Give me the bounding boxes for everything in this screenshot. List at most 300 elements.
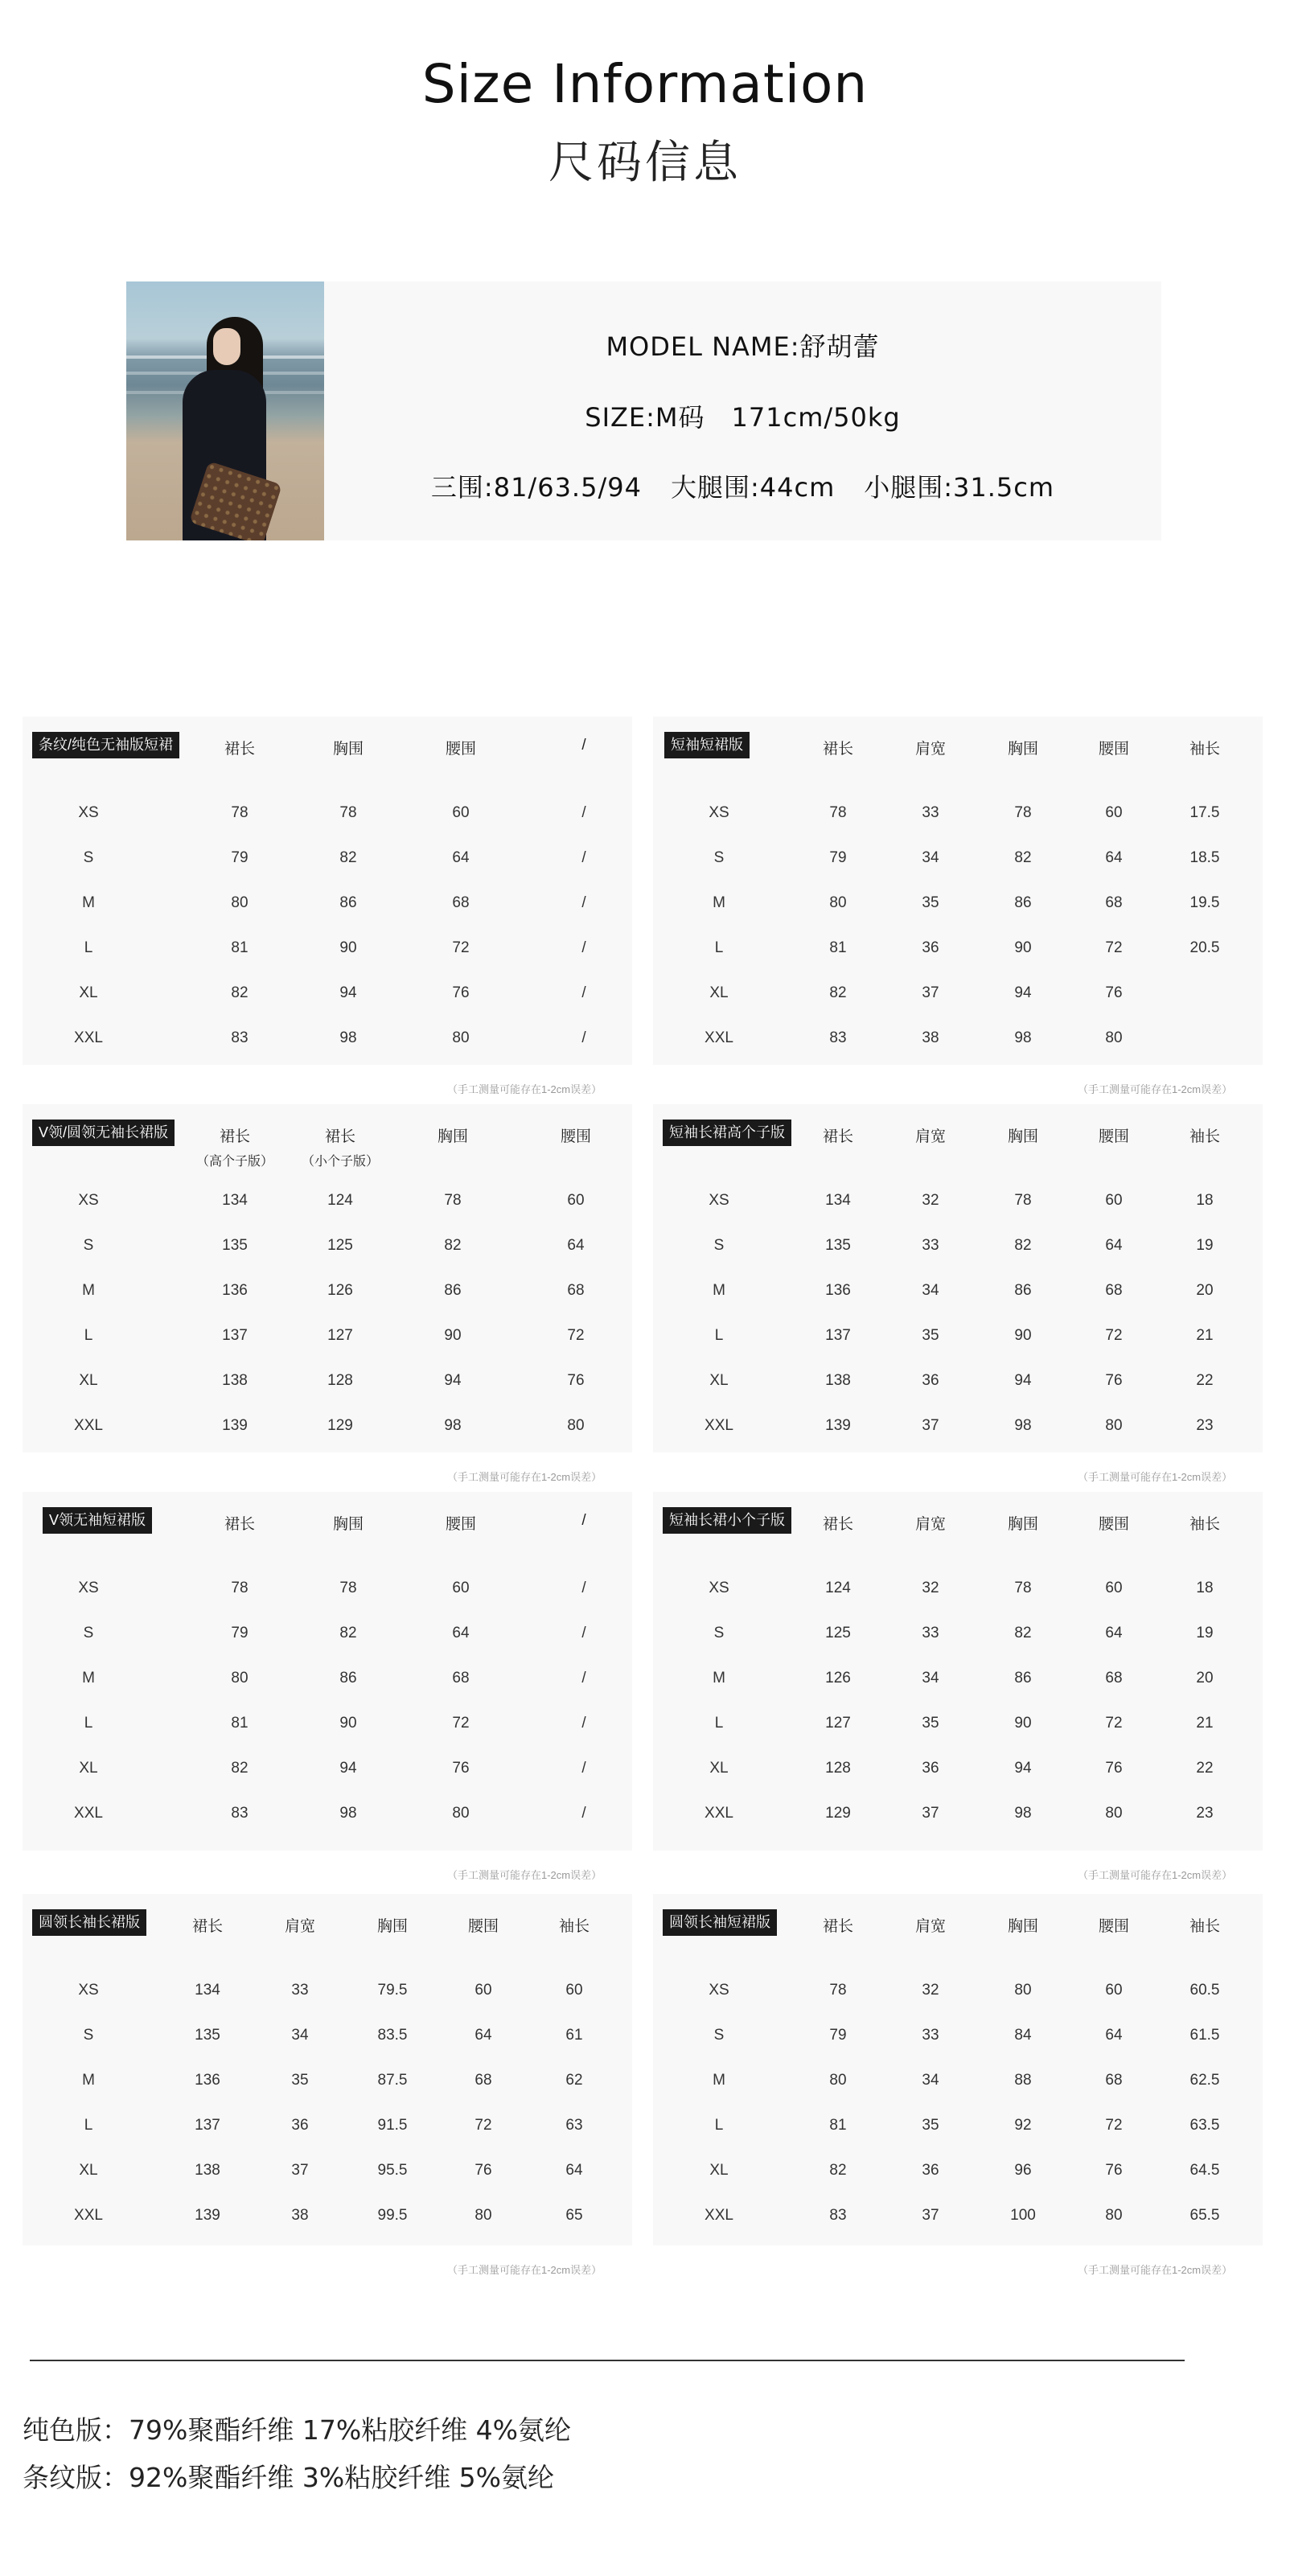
column-header: 肩宽 xyxy=(914,1128,947,1145)
size-value: 68 xyxy=(567,1282,585,1299)
size-value: 86 xyxy=(1014,1670,1032,1687)
size-value: 135 xyxy=(222,1237,248,1254)
measurement-note: （手工测量可能存在1-2cm误差） xyxy=(447,1869,602,1881)
size-value: 98 xyxy=(339,1805,357,1822)
size-value: 60 xyxy=(565,1982,583,1999)
size-chart xyxy=(653,1492,1263,1851)
size-value: 78 xyxy=(1014,1192,1032,1209)
size-value: 79 xyxy=(231,1625,249,1641)
size-value: / xyxy=(581,984,586,1001)
size-value: 65.5 xyxy=(1189,2207,1220,2224)
size-label: XXL xyxy=(705,1805,733,1822)
size-value: 136 xyxy=(222,1282,248,1299)
column-header: 袖长 xyxy=(1189,1918,1221,1935)
size-value: 139 xyxy=(195,2207,220,2224)
size-label: S xyxy=(713,1625,725,1641)
column-header: 裙长 xyxy=(191,1918,224,1935)
size-value: / xyxy=(581,939,586,956)
column-header: 腰围 xyxy=(1098,741,1130,758)
size-value: 80 xyxy=(231,1670,249,1687)
size-value: 98 xyxy=(339,1029,357,1046)
size-value: 60 xyxy=(1105,1580,1123,1596)
size-label: XL xyxy=(709,984,729,1001)
size-value: 36 xyxy=(922,2162,939,2179)
column-header: 胸围 xyxy=(1007,1128,1039,1145)
size-value: 137 xyxy=(195,2117,220,2134)
size-value: 98 xyxy=(1014,1417,1032,1434)
size-value: 33 xyxy=(291,1982,309,1999)
size-value: 95.5 xyxy=(377,2162,408,2179)
size-value: 87.5 xyxy=(377,2072,408,2089)
size-value: 128 xyxy=(825,1760,851,1777)
size-value: 23 xyxy=(1196,1805,1214,1822)
size-label: M xyxy=(713,1670,725,1687)
size-label: M xyxy=(82,1670,95,1687)
size-chart-label: 短袖长裙高个子版 xyxy=(663,1120,791,1146)
size-value: 80 xyxy=(1105,1417,1123,1434)
size-value: 90 xyxy=(1014,939,1032,956)
model-size: SIZE:M码 171cm/50kg xyxy=(585,402,901,433)
size-value: 82 xyxy=(1014,1237,1032,1254)
size-value: 64 xyxy=(565,2162,583,2179)
column-header: / xyxy=(581,1512,586,1529)
size-label: L xyxy=(714,939,724,956)
size-value: 68 xyxy=(452,894,470,911)
size-label: XS xyxy=(78,1982,99,1999)
size-value: 34 xyxy=(922,2072,939,2089)
size-value: 80 xyxy=(1105,2207,1123,2224)
column-header: 胸围 xyxy=(332,1516,364,1533)
size-label: XXL xyxy=(74,1029,103,1046)
size-label: S xyxy=(713,849,725,866)
size-label: XL xyxy=(79,1760,98,1777)
size-chart-label: 短袖长裙小个子版 xyxy=(663,1507,791,1534)
size-value: 78 xyxy=(231,804,249,821)
measurement-note: （手工测量可能存在1-2cm误差） xyxy=(447,2264,602,2276)
column-header: 肩宽 xyxy=(914,1918,947,1935)
size-value: 68 xyxy=(1105,894,1123,911)
size-label: L xyxy=(84,2117,93,2134)
size-value: 64.5 xyxy=(1189,2162,1220,2179)
size-value: 78 xyxy=(339,804,357,821)
size-value: 83 xyxy=(231,1029,249,1046)
size-value: 90 xyxy=(1014,1327,1032,1344)
size-value: 36 xyxy=(922,1372,939,1389)
size-value: 80 xyxy=(829,894,847,911)
size-value: 20.5 xyxy=(1189,939,1220,956)
column-header: 肩宽 xyxy=(914,1516,947,1533)
size-label: L xyxy=(84,939,93,956)
size-value: 35 xyxy=(291,2072,309,2089)
size-value: 136 xyxy=(825,1282,851,1299)
size-label: XXL xyxy=(705,2207,733,2224)
size-chart-label: V领无袖短裙版 xyxy=(43,1507,152,1534)
size-label: XS xyxy=(78,1580,99,1596)
size-chart xyxy=(23,1104,632,1452)
size-value: 20 xyxy=(1196,1282,1214,1299)
size-value: 80 xyxy=(231,894,249,911)
size-value: 35 xyxy=(922,1715,939,1732)
model-photo xyxy=(126,281,324,540)
size-value: 78 xyxy=(339,1580,357,1596)
size-value: 86 xyxy=(339,1670,357,1687)
column-header: 腰围 xyxy=(560,1128,592,1145)
size-value: 80 xyxy=(452,1029,470,1046)
size-value: 126 xyxy=(327,1282,353,1299)
size-value: 94 xyxy=(444,1372,462,1389)
column-header: 胸围 xyxy=(1007,1516,1039,1533)
size-value: 94 xyxy=(1014,1372,1032,1389)
size-value: 76 xyxy=(567,1372,585,1389)
size-value: 63.5 xyxy=(1189,2117,1220,2134)
page-title-en: Size Information xyxy=(421,53,869,115)
size-value: 64 xyxy=(1105,1625,1123,1641)
size-label: XS xyxy=(709,1982,729,1999)
size-value: 72 xyxy=(567,1327,585,1344)
size-value: 72 xyxy=(1105,939,1123,956)
size-value: 82 xyxy=(444,1237,462,1254)
size-value: 139 xyxy=(825,1417,851,1434)
size-value: 126 xyxy=(825,1670,851,1687)
size-value: 81 xyxy=(231,1715,249,1732)
size-value: 60 xyxy=(1105,804,1123,821)
column-header: 裙长 xyxy=(822,1128,854,1145)
column-header: 袖长 xyxy=(558,1918,590,1935)
size-value: / xyxy=(581,1029,586,1046)
size-value: 134 xyxy=(195,1982,220,1999)
size-chart-label: 短袖短裙版 xyxy=(664,732,750,758)
size-value: 62 xyxy=(565,2072,583,2089)
size-value: 129 xyxy=(327,1417,353,1434)
column-header: 袖长 xyxy=(1189,741,1221,758)
size-value: 68 xyxy=(1105,1670,1123,1687)
column-header: 腰围 xyxy=(467,1918,499,1935)
size-value: 82 xyxy=(829,2162,847,2179)
size-value: 98 xyxy=(444,1417,462,1434)
size-value: 80 xyxy=(567,1417,585,1434)
size-value: 76 xyxy=(452,1760,470,1777)
column-header: 胸围 xyxy=(1007,741,1039,758)
size-label: XXL xyxy=(705,1029,733,1046)
size-value: 72 xyxy=(452,939,470,956)
size-value: 92 xyxy=(1014,2117,1032,2134)
size-value: 79.5 xyxy=(377,1982,408,1999)
size-value: 134 xyxy=(825,1192,851,1209)
size-value: 134 xyxy=(222,1192,248,1209)
column-header: 腰围 xyxy=(1098,1128,1130,1145)
size-value: 60 xyxy=(567,1192,585,1209)
size-label: L xyxy=(714,1327,724,1344)
size-label: XXL xyxy=(74,1805,103,1822)
column-header: 腰围 xyxy=(1098,1918,1130,1935)
size-value: 80 xyxy=(475,2207,492,2224)
measurement-note: （手工测量可能存在1-2cm误差） xyxy=(1078,1083,1233,1095)
column-header: 袖长 xyxy=(1189,1128,1221,1145)
size-value: 137 xyxy=(825,1327,851,1344)
size-value: 86 xyxy=(1014,894,1032,911)
size-value: 76 xyxy=(475,2162,492,2179)
size-value: 83 xyxy=(829,2207,847,2224)
size-chart xyxy=(653,1104,1263,1452)
size-value: 82 xyxy=(339,849,357,866)
size-value: / xyxy=(581,1805,586,1822)
size-value: / xyxy=(581,1715,586,1732)
size-value: 72 xyxy=(475,2117,492,2134)
size-label: M xyxy=(713,894,725,911)
size-value: 86 xyxy=(339,894,357,911)
size-value: 128 xyxy=(327,1372,353,1389)
size-value: 68 xyxy=(1105,2072,1123,2089)
size-value: 137 xyxy=(222,1327,248,1344)
size-chart xyxy=(23,1894,632,2245)
size-label: XL xyxy=(79,984,98,1001)
size-value: 79 xyxy=(231,849,249,866)
size-value: 33 xyxy=(922,1237,939,1254)
model-details xyxy=(324,281,1161,540)
size-value: 37 xyxy=(922,984,939,1001)
size-value: / xyxy=(581,1625,586,1641)
size-chart-label: 条纹/纯色无袖版短裙 xyxy=(32,732,179,758)
size-value: / xyxy=(581,1580,586,1596)
size-value: 124 xyxy=(825,1580,851,1596)
size-value: 94 xyxy=(339,1760,357,1777)
column-header: 裙长 xyxy=(822,1516,854,1533)
size-label: XL xyxy=(709,1760,729,1777)
size-value: 64 xyxy=(1105,1237,1123,1254)
size-value: 60 xyxy=(452,804,470,821)
size-value: 21 xyxy=(1196,1327,1214,1344)
size-value: 64 xyxy=(567,1237,585,1254)
size-value: 72 xyxy=(1105,2117,1123,2134)
size-value: 63 xyxy=(565,2117,583,2134)
size-value: 19.5 xyxy=(1189,894,1220,911)
model-bust-waist-hip: 三围:81/63.5/94 xyxy=(430,472,642,503)
size-label: S xyxy=(713,2027,725,2044)
size-value: 22 xyxy=(1196,1372,1214,1389)
size-value: / xyxy=(581,1760,586,1777)
size-label: L xyxy=(84,1715,93,1732)
size-label: XS xyxy=(709,804,729,821)
size-value: 33 xyxy=(922,2027,939,2044)
size-value: 90 xyxy=(339,1715,357,1732)
size-value: 82 xyxy=(231,984,249,1001)
size-value: 32 xyxy=(922,1580,939,1596)
size-value: 76 xyxy=(452,984,470,1001)
column-header: 裙长 （小个子版） xyxy=(301,1128,380,1169)
size-value: 64 xyxy=(452,1625,470,1641)
measurement-note: （手工测量可能存在1-2cm误差） xyxy=(447,1471,602,1483)
size-value: 68 xyxy=(1105,1282,1123,1299)
size-label: XS xyxy=(78,804,99,821)
size-value: 22 xyxy=(1196,1760,1214,1777)
size-value: 64 xyxy=(475,2027,492,2044)
column-subheader: （小个子版） xyxy=(301,1155,380,1169)
size-value: 36 xyxy=(291,2117,309,2134)
size-value: 18 xyxy=(1196,1580,1214,1596)
size-label: L xyxy=(84,1327,93,1344)
size-value: 38 xyxy=(922,1029,939,1046)
size-value: 127 xyxy=(825,1715,851,1732)
size-value: 84 xyxy=(1014,2027,1032,2044)
size-value: 125 xyxy=(825,1625,851,1641)
measurement-note: （手工测量可能存在1-2cm误差） xyxy=(1078,2264,1233,2276)
size-value: 90 xyxy=(339,939,357,956)
size-value: 98 xyxy=(1014,1805,1032,1822)
size-label: XXL xyxy=(74,1417,103,1434)
size-label: XS xyxy=(709,1580,729,1596)
size-label: M xyxy=(713,2072,725,2089)
size-chart xyxy=(653,717,1263,1065)
size-value: 80 xyxy=(829,2072,847,2089)
size-value: 65 xyxy=(565,2207,583,2224)
size-value: 76 xyxy=(1105,1372,1123,1389)
size-value: 33 xyxy=(922,804,939,821)
model-calf: 小腿围:31.5cm xyxy=(864,472,1055,503)
column-header: 胸围 xyxy=(376,1918,409,1935)
column-header: 腰围 xyxy=(445,1516,477,1533)
size-value: 35 xyxy=(922,2117,939,2134)
size-value: 80 xyxy=(1105,1029,1123,1046)
size-value: 82 xyxy=(339,1625,357,1641)
size-value: 20 xyxy=(1196,1670,1214,1687)
size-value: 80 xyxy=(452,1805,470,1822)
size-value: 81 xyxy=(829,939,847,956)
measurement-note: （手工测量可能存在1-2cm误差） xyxy=(1078,1869,1233,1881)
size-value: 18.5 xyxy=(1189,849,1220,866)
composition-striped: 条纹版：92%聚酯纤维 3%粘胶纤维 5%氨纶 xyxy=(23,2462,555,2493)
size-value: 91.5 xyxy=(377,2117,408,2134)
column-header: / xyxy=(581,737,586,754)
size-value: 64 xyxy=(1105,849,1123,866)
size-value: 90 xyxy=(1014,1715,1032,1732)
size-value: 81 xyxy=(231,939,249,956)
column-header: 胸围 xyxy=(332,741,364,758)
size-value: 34 xyxy=(922,1670,939,1687)
size-value: 34 xyxy=(922,849,939,866)
size-value: 76 xyxy=(1105,2162,1123,2179)
size-label: S xyxy=(83,849,94,866)
column-header: 裙长 （高个子版） xyxy=(195,1128,274,1169)
size-value: / xyxy=(581,804,586,821)
size-value: 61 xyxy=(565,2027,583,2044)
column-header: 胸围 xyxy=(1007,1918,1039,1935)
size-value: 124 xyxy=(327,1192,353,1209)
size-label: XL xyxy=(79,1372,98,1389)
size-value: 79 xyxy=(829,849,847,866)
size-value: 136 xyxy=(195,2072,220,2089)
size-value: / xyxy=(581,894,586,911)
size-chart xyxy=(23,1492,632,1851)
size-label: L xyxy=(714,2117,724,2134)
size-value: 37 xyxy=(922,2207,939,2224)
size-value: 72 xyxy=(1105,1327,1123,1344)
page-title-cn: 尺码信息 xyxy=(548,137,742,189)
size-label: S xyxy=(713,1237,725,1254)
size-value: 82 xyxy=(231,1760,249,1777)
size-label: S xyxy=(83,1625,94,1641)
size-value: 34 xyxy=(291,2027,309,2044)
size-value: 94 xyxy=(1014,1760,1032,1777)
size-chart-label: 圆领长袖短裙版 xyxy=(663,1909,777,1936)
size-value: 125 xyxy=(327,1237,353,1254)
size-value: 86 xyxy=(1014,1282,1032,1299)
column-header: 胸围 xyxy=(437,1128,469,1145)
size-value: 17.5 xyxy=(1189,804,1220,821)
model-measurements xyxy=(324,467,1161,504)
size-value: 36 xyxy=(922,939,939,956)
size-label: M xyxy=(82,1282,95,1299)
divider xyxy=(30,2360,1185,2361)
size-value: 96 xyxy=(1014,2162,1032,2179)
size-value: 72 xyxy=(1105,1715,1123,1732)
size-chart xyxy=(23,717,632,1065)
column-header: 腰围 xyxy=(445,741,477,758)
size-value: / xyxy=(581,849,586,866)
size-value: 94 xyxy=(339,984,357,1001)
size-value: 38 xyxy=(291,2207,309,2224)
size-value: 129 xyxy=(825,1805,851,1822)
size-value: 37 xyxy=(922,1805,939,1822)
size-value: 32 xyxy=(922,1192,939,1209)
size-value: 37 xyxy=(922,1417,939,1434)
size-label: S xyxy=(83,2027,94,2044)
size-value: 64 xyxy=(452,849,470,866)
size-value: 37 xyxy=(291,2162,309,2179)
model-name: MODEL NAME:舒胡蕾 xyxy=(606,331,880,362)
size-label: S xyxy=(83,1237,94,1254)
size-value: 138 xyxy=(825,1372,851,1389)
size-value: 99.5 xyxy=(377,2207,408,2224)
size-label: L xyxy=(714,1715,724,1732)
size-value: 60 xyxy=(475,1982,492,1999)
model-thigh: 大腿围:44cm xyxy=(670,472,836,503)
size-value: 138 xyxy=(222,1372,248,1389)
size-value: 19 xyxy=(1196,1237,1214,1254)
size-value: 62.5 xyxy=(1189,2072,1220,2089)
column-header: 肩宽 xyxy=(914,741,947,758)
size-value: 127 xyxy=(327,1327,353,1344)
size-value: 83 xyxy=(829,1029,847,1046)
size-value: 60.5 xyxy=(1189,1982,1220,1999)
size-value: 64 xyxy=(1105,2027,1123,2044)
size-value: 82 xyxy=(1014,849,1032,866)
size-value: 61.5 xyxy=(1189,2027,1220,2044)
size-value: 33 xyxy=(922,1625,939,1641)
column-header: 裙长 xyxy=(822,1918,854,1935)
size-value: 90 xyxy=(444,1327,462,1344)
measurement-note: （手工测量可能存在1-2cm误差） xyxy=(447,1083,602,1095)
size-value: 139 xyxy=(222,1417,248,1434)
size-value: 88 xyxy=(1014,2072,1032,2089)
size-value: 76 xyxy=(1105,1760,1123,1777)
composition-solid: 纯色版：79%聚酯纤维 17%粘胶纤维 4%氨纶 xyxy=(23,2414,572,2446)
size-value: 18 xyxy=(1196,1192,1214,1209)
size-label: XS xyxy=(78,1192,99,1209)
size-label: XXL xyxy=(74,2207,103,2224)
model-info-card xyxy=(126,281,1161,540)
size-value: 86 xyxy=(444,1282,462,1299)
column-header: 袖长 xyxy=(1189,1516,1221,1533)
size-value: 94 xyxy=(1014,984,1032,1001)
size-value: 60 xyxy=(1105,1982,1123,1999)
size-value: 34 xyxy=(922,1282,939,1299)
size-chart-label: V领/圆领无袖长裙版 xyxy=(32,1120,175,1146)
size-value: 78 xyxy=(444,1192,462,1209)
size-value: 82 xyxy=(1014,1625,1032,1641)
column-header: 裙长 xyxy=(822,741,854,758)
size-value: 100 xyxy=(1010,2207,1036,2224)
size-label: M xyxy=(713,1282,725,1299)
